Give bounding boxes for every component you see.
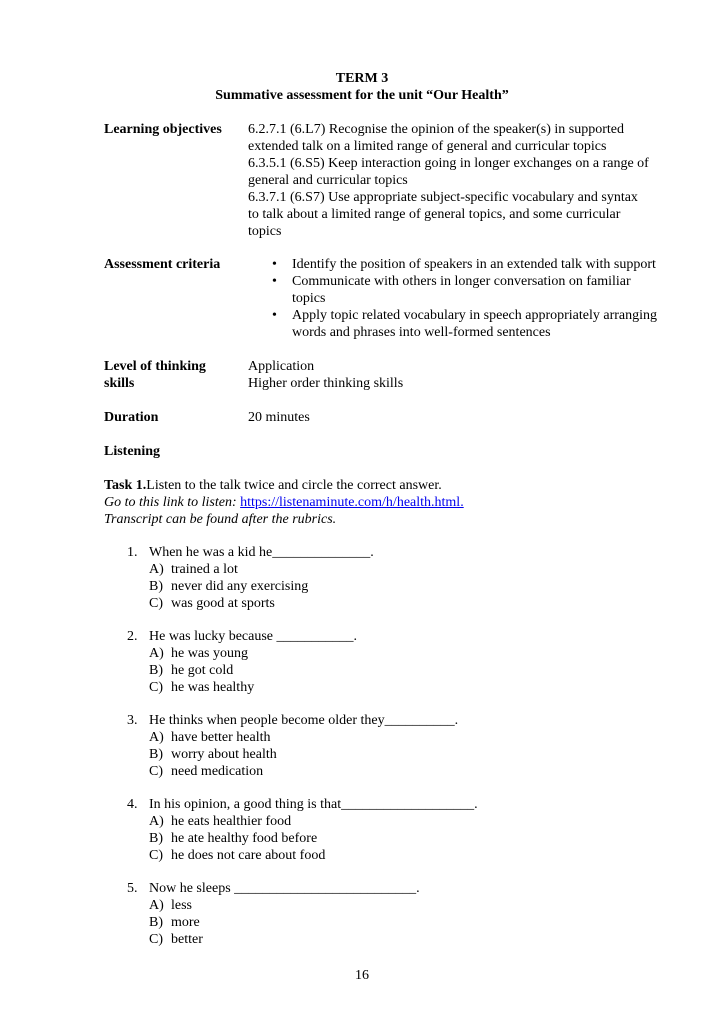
listen-link-line	[104, 494, 464, 511]
criteria-item: • Identify the position of speakers in an extended talk with support	[272, 257, 656, 272]
question-2	[127, 628, 647, 696]
answer-option[interactable]: A) less	[149, 898, 192, 913]
bullet-icon: •	[272, 308, 277, 323]
assessment-title: Summative assessment for the unit “Our Health”	[215, 88, 509, 103]
question-text: Now he sleeps __________________________.	[149, 881, 420, 896]
objective-line: 6.3.5.1 (6.S5) Keep interaction going in longer exchanges on a range of	[248, 156, 649, 171]
listen-link[interactable]: https://listenaminute.com/h/health.html.	[240, 495, 464, 510]
criteria-item: • Communicate with others in longer conversation on familiar topics	[272, 274, 631, 306]
question-text: He thinks when people become older they__________.	[149, 713, 459, 728]
thinking-skills-label: Level of thinking skills	[104, 359, 206, 391]
assessment-criteria-list	[272, 256, 692, 341]
answer-option[interactable]: C) need medication	[149, 764, 264, 779]
question-1	[127, 544, 647, 612]
term-heading: TERM 3	[335, 71, 389, 86]
answer-option[interactable]: A) trained a lot	[149, 562, 238, 577]
criteria-item: • Apply topic related vocabulary in speech appropriately arranging words and phrases into well-formed sentences	[272, 308, 658, 340]
question-number: 5.	[127, 881, 138, 896]
answer-option[interactable]: A) have better health	[149, 730, 271, 745]
question-4	[127, 796, 647, 864]
answer-option[interactable]: B) he ate healthy food before	[149, 831, 318, 846]
bullet-icon: •	[272, 257, 277, 272]
answer-option[interactable]: A) he was young	[149, 646, 248, 661]
transcript-note: Transcript can be found after the rubrics.	[104, 512, 337, 527]
answer-option[interactable]: B) worry about health	[149, 747, 277, 762]
learning-objectives-text	[248, 121, 688, 240]
task-number: Task 1.	[104, 478, 147, 493]
page-number: 16	[355, 968, 369, 983]
thinking-skills-value: Application Higher order thinking skills	[248, 359, 404, 391]
go-to-text: Go to this link to listen:	[104, 495, 241, 510]
learning-objectives-label: Learning objectives	[104, 122, 222, 137]
task-text: Listen to the talk twice and circle the correct answer.	[146, 478, 442, 493]
objective-line: 6.2.7.1 (6.L7) Recognise the opinion of the speaker(s) in supported	[248, 122, 624, 137]
answer-option[interactable]: C) was good at sports	[149, 596, 275, 611]
answer-option[interactable]: A) he eats healthier food	[149, 814, 292, 829]
answer-option[interactable]: B) never did any exercising	[149, 579, 309, 594]
duration-label: Duration	[104, 410, 159, 425]
question-3	[127, 712, 647, 780]
task-instruction	[104, 477, 442, 494]
question-number: 3.	[127, 713, 138, 728]
question-text: He was lucky because ___________.	[149, 629, 358, 644]
question-text: When he was a kid he______________.	[149, 545, 374, 560]
question-text: In his opinion, a good thing is that___________________.	[149, 797, 478, 812]
objective-line: 6.3.7.1 (6.S7) Use appropriate subject-specific vocabulary and syntax	[248, 190, 638, 205]
answer-option[interactable]: B) he got cold	[149, 663, 234, 678]
objective-line: general and curricular topics	[248, 173, 408, 188]
objective-line: topics	[248, 224, 282, 239]
question-number: 2.	[127, 629, 138, 644]
answer-option[interactable]: C) he was healthy	[149, 680, 255, 695]
assessment-criteria-label: Assessment criteria	[104, 257, 221, 272]
question-5	[127, 880, 647, 948]
objective-line: extended talk on a limited range of general and curricular topics	[248, 139, 607, 154]
answer-option[interactable]: C) better	[149, 932, 203, 947]
question-number: 4.	[127, 797, 138, 812]
objective-line: to talk about a limited range of general topics, and some curricular	[248, 207, 621, 222]
answer-option[interactable]: B) more	[149, 915, 200, 930]
bullet-icon: •	[272, 274, 277, 289]
duration-value: 20 minutes	[248, 410, 310, 425]
answer-option[interactable]: C) he does not care about food	[149, 848, 326, 863]
question-number: 1.	[127, 545, 138, 560]
section-heading: Listening	[104, 444, 161, 459]
